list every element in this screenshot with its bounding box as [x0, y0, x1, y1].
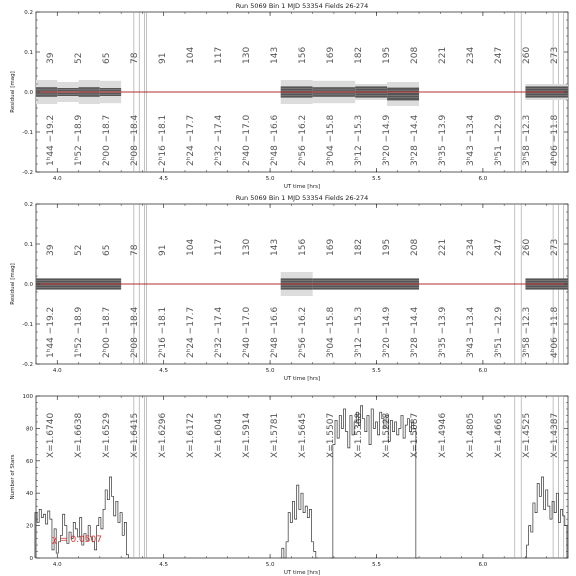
field-label: 156 — [298, 46, 308, 64]
dec-label: 3ʰ04 −15.8 — [326, 306, 336, 358]
airmass-label: X=1.6638 — [74, 412, 84, 458]
dec-label: 3ʰ28 −14.4 — [410, 306, 420, 358]
airmass-label: X=1.4665 — [494, 412, 504, 458]
chi-annotation: χ = 0.0507 — [52, 535, 102, 545]
airmass-label: X=1.6529 — [102, 412, 112, 458]
field-label: 247 — [494, 238, 504, 256]
y-axis-label: Residual [mag] — [10, 263, 16, 305]
field-label: 104 — [186, 238, 196, 256]
x-tick-label: 4.0 — [52, 368, 62, 374]
field-label: 143 — [270, 46, 280, 64]
dec-label: 3ʰ12 −15.3 — [354, 114, 364, 166]
airmass-label: X=1.5228 — [382, 412, 392, 458]
dec-label: 3ʰ43 −13.4 — [466, 114, 476, 166]
field-label: 169 — [326, 238, 336, 256]
x-axis-label: UT time [hrs] — [283, 376, 321, 382]
field-label: 52 — [74, 52, 84, 64]
dec-label: 2ʰ16 −18.1 — [158, 306, 168, 358]
field-label: 273 — [550, 238, 560, 256]
y-tick-label: 0.2 — [24, 10, 33, 16]
y-tick-label: 20 — [26, 523, 33, 530]
dec-label: 3ʰ43 −13.4 — [466, 306, 476, 358]
y-tick-label: -0.1 — [22, 322, 33, 328]
field-label: 104 — [186, 46, 196, 64]
y-tick-label: -0.2 — [22, 170, 33, 176]
x-tick-label: 5.5 — [372, 562, 381, 568]
dec-label: 2ʰ00 −18.7 — [102, 306, 112, 358]
dec-label: 3ʰ20 −14.9 — [382, 114, 392, 166]
y-axis-label: Residual [mag] — [10, 71, 16, 113]
field-label: 78 — [130, 52, 140, 64]
field-label: 208 — [410, 238, 420, 256]
airmass-label: X=1.4387 — [550, 412, 560, 458]
x-tick-label: 4.0 — [52, 562, 62, 568]
dec-label: 1ʰ52 −18.9 — [74, 306, 84, 358]
field-label: 78 — [130, 244, 140, 256]
dec-label: 2ʰ32 −17.4 — [214, 306, 224, 358]
chart-panel-1 — [10, 2, 568, 190]
airmass-label: X=1.4525 — [522, 412, 532, 458]
y-tick-label: -0.1 — [22, 130, 33, 136]
field-label: 117 — [214, 238, 224, 256]
field-label: 169 — [326, 46, 336, 64]
airmass-label: X=1.6740 — [46, 412, 56, 458]
dec-label: 4ʰ06 −11.8 — [550, 114, 560, 166]
x-tick-label: 4.5 — [159, 562, 169, 568]
dec-label: 2ʰ08 −18.4 — [130, 114, 140, 166]
histogram-series — [331, 406, 418, 558]
x-tick-label: 5.0 — [265, 176, 275, 182]
y-tick-label: 40 — [26, 491, 33, 498]
histogram-series — [280, 485, 318, 558]
field-label: 39 — [46, 52, 56, 64]
y-tick-label: 0.0 — [24, 282, 33, 288]
field-label: 221 — [438, 238, 448, 256]
y-tick-label: 0.1 — [24, 50, 33, 56]
airmass-label: X=1.5914 — [242, 412, 252, 458]
dec-label: 2ʰ48 −16.6 — [270, 114, 280, 166]
dec-label: 2ʰ24 −17.7 — [186, 114, 196, 166]
field-label: 195 — [382, 238, 392, 256]
field-label: 195 — [382, 46, 392, 64]
chart-panel-3 — [10, 394, 568, 576]
airmass-label: X=1.6045 — [214, 412, 224, 458]
y-tick-label: 80 — [26, 426, 33, 433]
field-label: 247 — [494, 46, 504, 64]
x-tick-label: 6.0 — [478, 562, 488, 568]
chart-title: Run 5069 Bin 1 MJD 53354 Fields 26-274 — [235, 194, 369, 202]
field-label: 208 — [410, 46, 420, 64]
field-label: 182 — [354, 46, 364, 64]
dec-label: 3ʰ58 −12.3 — [522, 306, 532, 358]
airmass-label: X=1.5645 — [298, 412, 308, 458]
field-label: 130 — [242, 238, 252, 256]
field-label: 234 — [466, 238, 476, 256]
dec-label: 2ʰ56 −16.2 — [298, 306, 308, 358]
dec-label: 2ʰ24 −17.7 — [186, 306, 196, 358]
dec-label: 3ʰ28 −14.4 — [410, 114, 420, 166]
dec-label: 2ʰ16 −18.1 — [158, 114, 168, 166]
field-label: 260 — [522, 238, 532, 256]
dec-label: 3ʰ35 −13.9 — [438, 306, 448, 358]
dec-label: 3ʰ51 −12.9 — [494, 306, 504, 358]
x-tick-label: 4.5 — [159, 368, 169, 374]
airmass-label: X=1.6172 — [186, 412, 196, 458]
field-label: 52 — [74, 244, 84, 256]
x-tick-label: 5.5 — [372, 176, 381, 182]
airmass-label: X=1.5781 — [270, 412, 280, 458]
y-tick-label: 0.2 — [24, 202, 33, 208]
dec-label: 2ʰ08 −18.4 — [130, 306, 140, 358]
dec-label: 2ʰ00 −18.7 — [102, 114, 112, 166]
airmass-label: X=1.5368 — [354, 412, 364, 458]
x-tick-label: 5.0 — [265, 562, 275, 568]
airmass-label: X=1.6296 — [158, 412, 168, 458]
dec-label: 1ʰ44 −19.2 — [46, 114, 56, 166]
y-tick-label: 0 — [29, 556, 33, 562]
dec-label: 4ʰ06 −11.8 — [550, 306, 560, 358]
x-tick-label: 6.0 — [478, 176, 488, 182]
field-label: 91 — [158, 244, 168, 256]
airmass-label: X=1.5507 — [326, 412, 336, 458]
dec-label: 3ʰ04 −15.8 — [326, 114, 336, 166]
x-tick-label: 5.0 — [265, 368, 275, 374]
x-tick-label: 6.0 — [478, 368, 488, 374]
field-label: 182 — [354, 238, 364, 256]
y-tick-label: -0.2 — [22, 362, 33, 368]
histogram-series — [524, 477, 567, 558]
x-tick-label: 5.5 — [372, 368, 381, 374]
field-label: 273 — [550, 46, 560, 64]
y-tick-label: 100 — [22, 394, 33, 400]
field-label: 65 — [102, 52, 112, 64]
dec-label: 1ʰ52 −18.9 — [74, 114, 84, 166]
dec-label: 3ʰ12 −15.3 — [354, 306, 364, 358]
field-label: 39 — [46, 244, 56, 256]
field-label: 143 — [270, 238, 280, 256]
dec-label: 2ʰ56 −16.2 — [298, 114, 308, 166]
dec-label: 2ʰ48 −16.6 — [270, 306, 280, 358]
chart-panel-2 — [10, 194, 568, 382]
chart-title: Run 5069 Bin 1 MJD 53354 Fields 26-274 — [235, 2, 369, 10]
dec-label: 3ʰ20 −14.9 — [382, 306, 392, 358]
dec-label: 3ʰ58 −12.3 — [522, 114, 532, 166]
airmass-label: X=1.4946 — [438, 412, 448, 458]
dec-label: 2ʰ40 −17.0 — [242, 114, 252, 166]
y-tick-label: 0.1 — [24, 242, 33, 248]
field-label: 65 — [102, 244, 112, 256]
dec-label: 2ʰ40 −17.0 — [242, 306, 252, 358]
histogram-series — [35, 477, 129, 558]
field-label: 117 — [214, 46, 224, 64]
field-label: 91 — [158, 52, 168, 64]
y-tick-label: 60 — [26, 458, 33, 465]
field-label: 221 — [438, 46, 448, 64]
dec-label: 3ʰ35 −13.9 — [438, 114, 448, 166]
x-axis-label: UT time [hrs] — [283, 570, 321, 576]
y-axis-label: Number of Stars — [10, 454, 16, 500]
dec-label: 1ʰ44 −19.2 — [46, 306, 56, 358]
dec-label: 3ʰ51 −12.9 — [494, 114, 504, 166]
field-label: 234 — [466, 46, 476, 64]
field-label: 156 — [298, 238, 308, 256]
x-axis-label: UT time [hrs] — [283, 184, 321, 190]
x-tick-label: 4.5 — [159, 176, 169, 182]
airmass-label: X=1.5087 — [410, 412, 420, 458]
field-label: 260 — [522, 46, 532, 64]
residual-band — [387, 88, 419, 101]
field-label: 130 — [242, 46, 252, 64]
airmass-label: X=1.6415 — [130, 412, 140, 458]
airmass-label: X=1.4805 — [466, 412, 476, 458]
y-tick-label: 0.0 — [24, 90, 33, 96]
x-tick-label: 4.0 — [52, 176, 62, 182]
dec-label: 2ʰ32 −17.4 — [214, 114, 224, 166]
